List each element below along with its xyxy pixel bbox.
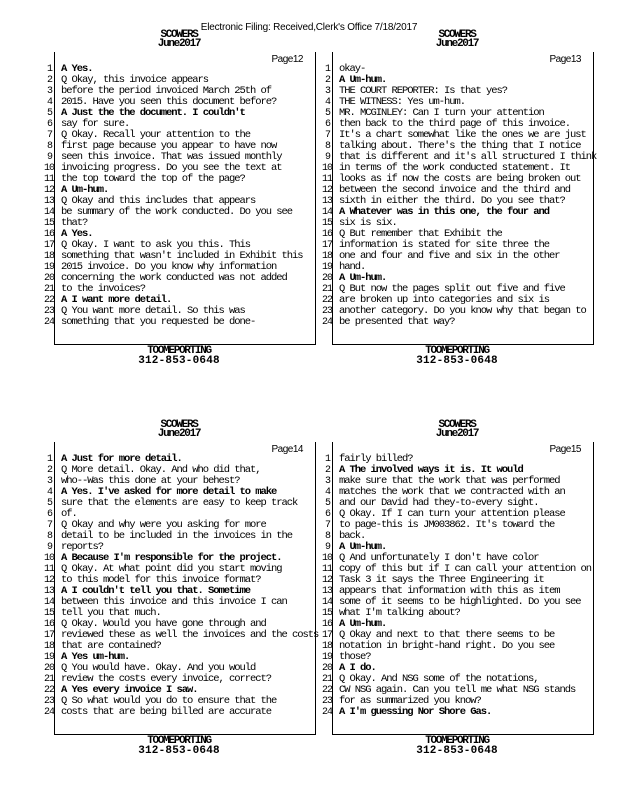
line-text: what I'm talking about? <box>339 607 460 619</box>
line-text: okay- <box>339 63 366 75</box>
transcript-line <box>44 316 315 328</box>
line-number: 13 <box>44 586 54 597</box>
transcript-line <box>47 497 315 509</box>
line-text: one and four and five and six in the other <box>339 250 560 262</box>
reporter-name: TOOMEPORTING <box>147 735 211 747</box>
page-number: Page13 <box>549 54 581 65</box>
line-number: 14 <box>322 597 332 608</box>
line-text: back. <box>339 530 366 542</box>
line-text: the top toward the top of the page? <box>61 173 245 185</box>
line-number: 24 <box>44 317 54 328</box>
line-number: 10 <box>44 553 54 564</box>
line-text: Q So what would you do to ensure that the <box>61 695 277 707</box>
page-caption-date: June2017 <box>435 428 479 440</box>
line-text: reviewed these as well the invoices and the costs <box>61 629 319 641</box>
line-number: 22 <box>322 295 332 306</box>
line-text: Q More detail. Okay. And who did that, <box>61 464 261 476</box>
line-text: seen this invoice. That was issued monthly <box>61 151 282 163</box>
page-caption-name: SCOWERS <box>160 419 198 431</box>
line-text: A Um-hum. <box>339 74 387 86</box>
line-number: 20 <box>44 663 54 674</box>
line-text: Q Okay and next to that there seems to be <box>339 629 555 641</box>
line-text: Q You would have. Okay. And you would <box>61 662 256 674</box>
line-text: fairly billed? <box>339 453 413 465</box>
line-text: Q Okay. And NSG some of the notations, <box>339 673 539 685</box>
line-number: 24 <box>44 707 54 718</box>
line-number: 23 <box>44 696 54 707</box>
line-number: 2 <box>325 465 330 476</box>
line-text: costs that are being billed are accurate <box>61 706 272 718</box>
line-number: 16 <box>322 229 332 240</box>
line-number: 6 <box>325 119 330 130</box>
line-number: 16 <box>44 619 54 630</box>
line-number: 5 <box>47 498 52 509</box>
line-text: then back to the third page of this invoice. <box>339 118 571 130</box>
line-number: 15 <box>322 608 332 619</box>
reporter-phone: 312-853-0648 <box>416 745 498 757</box>
reporter-phone: 312-853-0648 <box>138 745 220 757</box>
line-number: 23 <box>322 306 332 317</box>
line-text: information is stated for site three the <box>339 239 550 251</box>
line-text: A Yes. <box>61 63 93 75</box>
line-text: and our David had they-to-every sight. <box>339 497 539 509</box>
transcript-line <box>322 640 593 652</box>
line-number: 5 <box>325 108 330 119</box>
line-number: 7 <box>47 130 52 141</box>
line-number: 6 <box>47 119 52 130</box>
line-text: something that wasn't included in Exhibit this <box>61 250 303 262</box>
transcript-line <box>322 250 593 262</box>
transcript-page-13 <box>322 22 597 367</box>
line-text: that is different and it's all structured I think <box>339 151 597 163</box>
line-number: 11 <box>322 564 332 575</box>
line-text: Task 3 it says the Three Engineering it <box>339 574 544 586</box>
line-number: 3 <box>325 86 330 97</box>
line-text: make sure that the work that was performed <box>339 475 560 487</box>
line-text: of. <box>61 508 77 520</box>
line-number: 9 <box>325 542 330 553</box>
line-number: 11 <box>44 564 54 575</box>
line-number: 7 <box>325 520 330 531</box>
line-number: 3 <box>325 476 330 487</box>
page-caption-date: June2017 <box>157 428 201 440</box>
line-text: Q Okay. At what point did you start moving <box>61 563 282 575</box>
transcript-line <box>322 316 593 328</box>
line-number: 17 <box>44 630 54 641</box>
page-caption-name: SCOWERS <box>438 29 476 41</box>
line-text: Q Okay. Would you have gone through and <box>61 618 266 630</box>
line-text: notation in bright-hand right. Do you see <box>339 640 555 652</box>
line-text: Q You want more detail. So this was <box>61 305 245 317</box>
line-text: that? <box>61 217 88 229</box>
line-number: 19 <box>322 652 332 663</box>
line-text: that are contained? <box>61 640 161 652</box>
transcript-box <box>322 52 597 345</box>
line-number: 20 <box>322 273 332 284</box>
line-text: A Just for more detail. <box>61 453 182 465</box>
line-number: 1 <box>47 454 52 465</box>
line-text: review the costs every invoice, correct? <box>61 673 272 685</box>
line-number: 6 <box>325 509 330 520</box>
line-text: Q Okay and why were you asking for more <box>61 519 266 531</box>
line-text: those? <box>339 651 371 663</box>
line-number: 2 <box>47 465 52 476</box>
line-text: 2015 invoice. Do you know why information <box>61 261 277 273</box>
line-text: to page-this is JM003862. It's toward the <box>339 519 555 531</box>
line-text: A Yes um-hum. <box>61 651 130 663</box>
line-number: 21 <box>44 284 54 295</box>
line-text: something that you requested be done- <box>61 316 256 328</box>
reporter-name: TOOMEPORTING <box>425 735 489 747</box>
transcript-lines <box>44 453 319 718</box>
line-number: 17 <box>322 240 332 251</box>
page-caption-date: June2017 <box>157 38 201 50</box>
line-number: 22 <box>322 685 332 696</box>
line-text: MR. MCGINLEY: Can I turn your attention <box>339 107 544 119</box>
page-number: Page14 <box>271 444 303 455</box>
transcript-box <box>44 52 316 345</box>
line-number: 4 <box>47 97 52 108</box>
line-number: 4 <box>47 487 52 498</box>
line-number: 11 <box>322 174 332 185</box>
line-number: 24 <box>322 317 332 328</box>
line-text: before the period invoiced March 25th of <box>61 85 272 97</box>
page-number: Page15 <box>549 444 581 455</box>
line-text: reports? <box>61 541 104 553</box>
line-text: THE COURT REPORTER: Is that yes? <box>339 85 508 97</box>
line-number: 12 <box>44 575 54 586</box>
line-text: A Whatever was in this one, the four and <box>339 206 550 218</box>
line-text: another category. Do you know why that began to <box>339 305 586 317</box>
line-text: invoicing progress. Do you see the text at <box>61 162 282 174</box>
transcript-page-15 <box>322 412 592 757</box>
transcript-page-14 <box>44 412 319 757</box>
line-text: to this model for this invoice format? <box>61 574 261 586</box>
line-number: 3 <box>47 86 52 97</box>
transcript-lines <box>44 63 315 328</box>
line-text: A I do. <box>339 662 376 674</box>
line-number: 16 <box>322 619 332 630</box>
line-text: hand. <box>339 261 366 273</box>
line-text: sixth in either the third. Do you see that? <box>339 195 565 207</box>
line-text: say for sure. <box>61 118 130 130</box>
line-number: 17 <box>44 240 54 251</box>
line-text: be summary of the work conducted. Do you see <box>61 206 293 218</box>
line-number: 8 <box>325 141 330 152</box>
line-number: 12 <box>322 185 332 196</box>
transcript-box <box>44 442 319 735</box>
line-text: A Yes every invoice I saw. <box>61 684 198 696</box>
line-number: 20 <box>322 663 332 674</box>
line-number: 9 <box>47 542 52 553</box>
line-number: 3 <box>47 476 52 487</box>
line-text: tell you that much. <box>61 607 161 619</box>
line-number: 19 <box>44 652 54 663</box>
line-text: who--Was this done at your behest? <box>61 475 240 487</box>
line-number: 11 <box>44 174 54 185</box>
reporter-phone: 312-853-0648 <box>138 355 220 367</box>
line-text: It's a chart somewhat like the ones we are just <box>339 129 586 141</box>
line-number: 4 <box>325 97 330 108</box>
line-number: 21 <box>322 284 332 295</box>
reporter-name: TOOMEPORTING <box>147 345 211 357</box>
line-text: Q But now the pages split out five and five <box>339 283 565 295</box>
line-text: A The involved ways it is. It would <box>339 464 523 476</box>
line-text: concerning the work conducted was not added <box>61 272 287 284</box>
line-text: be presented that way? <box>339 316 455 328</box>
line-number: 1 <box>47 64 52 75</box>
line-text: CW NSG again. Can you tell me what NSG stands <box>339 684 576 696</box>
filing-header: Electronic Filing: Received,Clerk's Office 7/18/2017 <box>200 22 418 33</box>
line-number: 14 <box>44 597 54 608</box>
line-text: to the invoices? <box>61 283 146 295</box>
line-text: A Because I'm responsible for the project. <box>61 552 282 564</box>
line-number: 10 <box>322 163 332 174</box>
page-caption-name: SCOWERS <box>160 29 198 41</box>
line-text: A I couldn't tell you that. Sometime <box>61 585 251 597</box>
transcript-lines <box>322 63 597 328</box>
line-text: A Um-hum. <box>61 184 109 196</box>
line-number: 7 <box>325 130 330 141</box>
line-text: looks as if now the costs are being broken out <box>339 173 581 185</box>
line-number: 5 <box>47 108 52 119</box>
line-text: 2015. Have you seen this document before? <box>61 96 277 108</box>
line-number: 2 <box>47 75 52 86</box>
line-text: between the second invoice and the third and <box>339 184 571 196</box>
line-text: Q Okay, this invoice appears <box>61 74 209 86</box>
transcript-box <box>322 442 594 735</box>
transcript-page-12 <box>44 22 314 367</box>
line-number: 19 <box>44 262 54 273</box>
line-text: THE WITNESS: Yes um-hum. <box>339 96 466 108</box>
reporter-phone: 312-853-0648 <box>416 355 498 367</box>
page-caption-name: SCOWERS <box>438 419 476 431</box>
line-text: A Yes. I've asked for more detail to make <box>61 486 277 498</box>
line-text: A I want more detail. <box>61 294 172 306</box>
line-number: 24 <box>322 707 332 718</box>
line-text: Q But remember that Exhibit the <box>339 228 502 240</box>
line-number: 21 <box>44 674 54 685</box>
page-caption-date: June2017 <box>435 38 479 50</box>
line-number: 12 <box>322 575 332 586</box>
line-text: talking about. There's the thing that I notice <box>339 140 581 152</box>
line-text: detail to be included in the invoices in the <box>61 530 293 542</box>
line-text: Q Okay and this includes that appears <box>61 195 256 207</box>
line-number: 17 <box>322 630 332 641</box>
transcript-line <box>44 706 315 718</box>
line-number: 19 <box>322 262 332 273</box>
line-number: 18 <box>322 251 332 262</box>
line-number: 1 <box>325 454 330 465</box>
line-number: 5 <box>325 498 330 509</box>
transcript-line <box>322 706 593 718</box>
line-number: 22 <box>44 295 54 306</box>
line-text: A I'm guessing Nor Shore Gas. <box>339 706 492 718</box>
line-text: A Just the the document. I couldn't <box>61 107 245 119</box>
line-number: 18 <box>44 251 54 262</box>
line-number: 1 <box>325 64 330 75</box>
line-number: 4 <box>325 487 330 498</box>
line-text: sure that the elements are easy to keep track <box>61 497 298 509</box>
line-text: A Um-hum. <box>339 272 387 284</box>
reporter-name: TOOMEPORTING <box>425 345 489 357</box>
line-text: Q Okay. Recall your attention to the <box>61 129 251 141</box>
line-number: 10 <box>322 553 332 564</box>
line-number: 23 <box>44 306 54 317</box>
line-number: 15 <box>44 218 54 229</box>
transcript-line <box>44 217 315 229</box>
line-number: 18 <box>44 641 54 652</box>
transcript-lines <box>322 453 593 718</box>
line-text: Q And unfortunately I don't have color <box>339 552 539 564</box>
line-number: 16 <box>44 229 54 240</box>
page-number: Page12 <box>271 54 303 65</box>
line-text: six is six. <box>339 217 397 229</box>
line-number: 7 <box>47 520 52 531</box>
line-text: between this invoice and this invoice I can <box>61 596 287 608</box>
line-number: 2 <box>325 75 330 86</box>
line-number: 14 <box>322 207 332 218</box>
line-text: copy of this but if I can call your attention on <box>339 563 592 575</box>
line-text: appears that information with this as item <box>339 585 560 597</box>
line-number: 9 <box>47 152 52 163</box>
line-number: 14 <box>44 207 54 218</box>
line-text: are broken up into categories and six is <box>339 294 550 306</box>
line-number: 15 <box>44 608 54 619</box>
line-number: 15 <box>322 218 332 229</box>
line-text: matches the work that we contracted with an <box>339 486 565 498</box>
line-text: Q Okay. I want to ask you this. This <box>61 239 251 251</box>
line-text: A Um-hum. <box>339 541 387 553</box>
line-number: 6 <box>47 509 52 520</box>
line-number: 22 <box>44 685 54 696</box>
line-number: 18 <box>322 641 332 652</box>
line-number: 8 <box>47 531 52 542</box>
line-number: 13 <box>44 196 54 207</box>
transcript-line <box>44 206 315 218</box>
line-number: 8 <box>47 141 52 152</box>
transcript-line <box>325 519 593 531</box>
line-text: some of it seems to be highlighted. Do you see <box>339 596 581 608</box>
line-number: 12 <box>44 185 54 196</box>
line-number: 9 <box>325 152 330 163</box>
line-number: 20 <box>44 273 54 284</box>
line-number: 13 <box>322 586 332 597</box>
line-text: first page because you appear to have now <box>61 140 277 152</box>
line-text: in terms of the work conducted statement. It <box>339 162 571 174</box>
line-number: 13 <box>322 196 332 207</box>
line-number: 23 <box>322 696 332 707</box>
line-text: A Yes. <box>61 228 93 240</box>
line-number: 21 <box>322 674 332 685</box>
line-text: for as summarized you know? <box>339 695 481 707</box>
line-text: A Um-hum. <box>339 618 387 630</box>
line-number: 8 <box>325 531 330 542</box>
line-number: 10 <box>44 163 54 174</box>
line-text: Q Okay. If I can turn your attention please <box>339 508 565 520</box>
